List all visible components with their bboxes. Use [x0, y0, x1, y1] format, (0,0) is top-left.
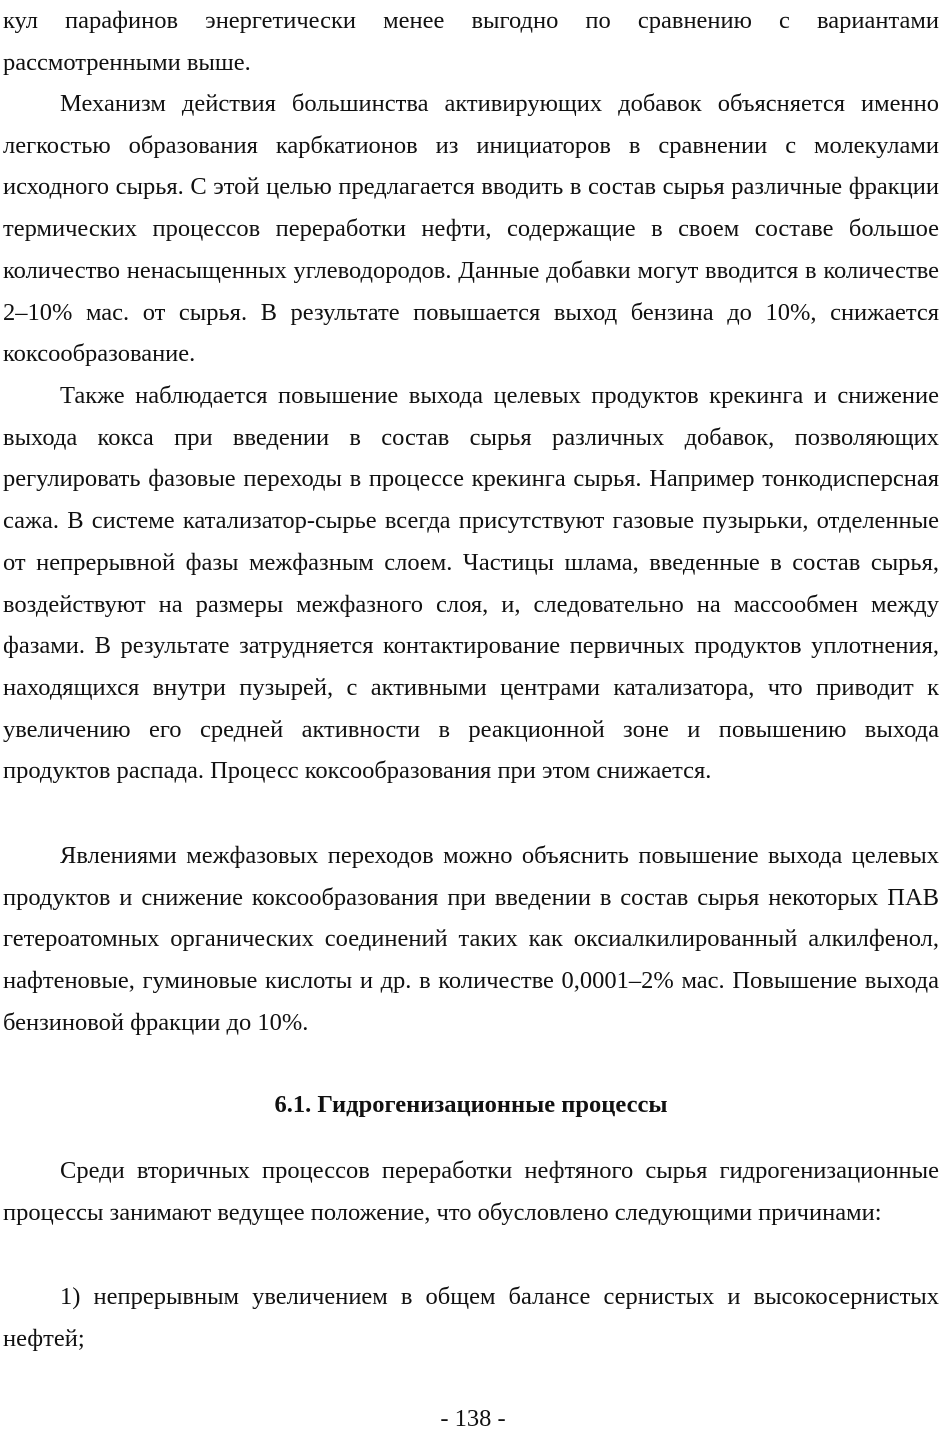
paragraph-phase-transitions: Также наблюдается повышение выхода целевых продуктов крекинга и снижение выхода кокса при введении в состав сырья различных добавок, позволяющих регулировать фазовые переходы в процессе крекинга сырья. Например тонкодисперсная сажа. В системе катализатор-сырье всегда присутствуют газовые пузырьки, отделенные от непрерывной фазы межфазным слоем. Частицы шлама, введенные в состав сырья, воздействуют на размеры межфазного слоя, и, следовательно на массообмен между фазами. В результате затрудняется контактирование первичных продуктов уплотнения, находящихся внутри пузырей, с активными центрами катализатора, что приводит к увеличению его средней активности в реакционной зоне и повышению выхода продуктов распада. Процесс коксообразования при этом снижается.	[3, 382, 939, 785]
list-item-1: 1) непрерывным увеличением в общем балансе сернистых и высокосернистых нефтей;	[3, 1283, 939, 1352]
paragraph-activating-additives: Механизм действия большинства активирующих добавок объясняется именно легкостью образования карбкатионов из инициаторов в сравнении с молекулами исходного сырья. С этой целью предлагается вводить в состав сырья различные фракции термических процессов переработки нефти, содержащие в своем составе большое количество ненасыщенных углеводородов. Данные добавки могут вводится в количестве 2–10% мас. от сырья. В результате повышается выход бензина до 10%, снижается коксообразование.	[3, 90, 939, 368]
section-heading: 6.1. Гидрогенизационные процессы	[274, 1091, 668, 1118]
paragraph-continuation: кул парафинов энергетически менее выгодно по сравнению с вариантами рассмотренными выше.	[3, 7, 939, 76]
paragraph-surfactants: Явлениями межфазовых переходов можно объяснить повышение выхода целевых продуктов и снижение коксообразования при введении в состав сырья некоторых ПАВ гетероатомных органических соединений таких как оксиалкилированный алкилфенол, нафтеновые, гуминовые кислоты и др. в количестве 0,0001–2% мас. Повышение выхода бензиновой фракции до 10%.	[3, 842, 939, 1036]
page-number: - 138 -	[440, 1405, 506, 1432]
paragraph-hydrogenation-intro: Среди вторичных процессов переработки нефтяного сырья гидрогенизационные процессы занимают ведущее положение, что обусловлено следующими причинами:	[3, 1157, 939, 1226]
